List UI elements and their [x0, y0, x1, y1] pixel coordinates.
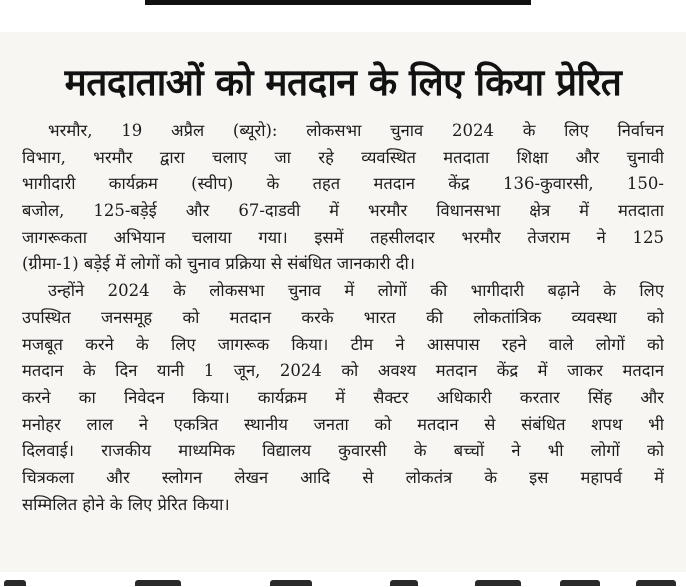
article-line: दिलवाई। राजकीय माध्यमिक विद्यालय कुवारसी के बच्चों ने भी लोगों को: [22, 441, 664, 461]
article-line: जागरूकता अभियान चलाया गया। इसमें तहसीलदार भरमौर तेजराम ने 125: [22, 227, 664, 247]
article-line: करने का निवेदन किया। कार्यक्रम में सैक्टर अधिकारी करतार सिंह और: [22, 387, 664, 407]
article-line: विभाग, भरमौर द्वारा चलाए जा रहे व्यवस्थित मतदाता शिक्षा और चुनावी: [22, 147, 664, 167]
article-line: बजोल, 125-बड़ेई और 67-दाडवी में भरमौर विधानसभा क्षेत्र में मतदाता: [22, 201, 664, 221]
article-line: भागीदारी कार्यक्रम (स्वीप) के तहत मतदान केंद्र 136-कुवारसी, 150-: [22, 174, 664, 194]
next-article-cutoff: [0, 577, 686, 587]
article-line: मजबूत करने के लिए जागरूक किया। टीम ने आसपास रहने वाले लोगों को: [22, 334, 664, 354]
article-line: मनोहर लाल ने एकत्रित स्थानीय जनता को मतदान से संबंधित शपथ भी: [22, 414, 664, 434]
article-body: [22, 118, 664, 518]
article-line: चित्रकला और स्लोगन लेखन आदि से लोकतंत्र के इस महापर्व में: [22, 467, 664, 487]
article-line: (ग्रीमा-1) बड़ेई में लोगों को चुनाव प्रक्रिया से संबंधित जानकारी दी।: [22, 254, 416, 274]
article-line: उन्होंने 2024 के लोकसभा चुनाव में लोगों की भागीदारी बढ़ाने के लिए: [48, 281, 664, 301]
article-line: मतदान के दिन यानी 1 जून, 2024 को अवश्य मतदान केंद्र में जाकर मतदान: [22, 361, 664, 381]
article-line: भरमौर, 19 अप्रैल (ब्यूरो): लोकसभा चुनाव 2024 के लिए निर्वाचन: [48, 121, 664, 140]
top-column-rule: [145, 0, 531, 5]
article-headline: मतदाताओं को मतदान के लिए किया प्रेरित: [64, 61, 622, 104]
article-line: उपस्थित जनसमूह को मतदान करके भारत की लोकतांत्रिक व्यवस्था को: [22, 307, 664, 327]
article-line: सम्मिलित होने के लिए प्रेरित किया।: [22, 494, 230, 514]
